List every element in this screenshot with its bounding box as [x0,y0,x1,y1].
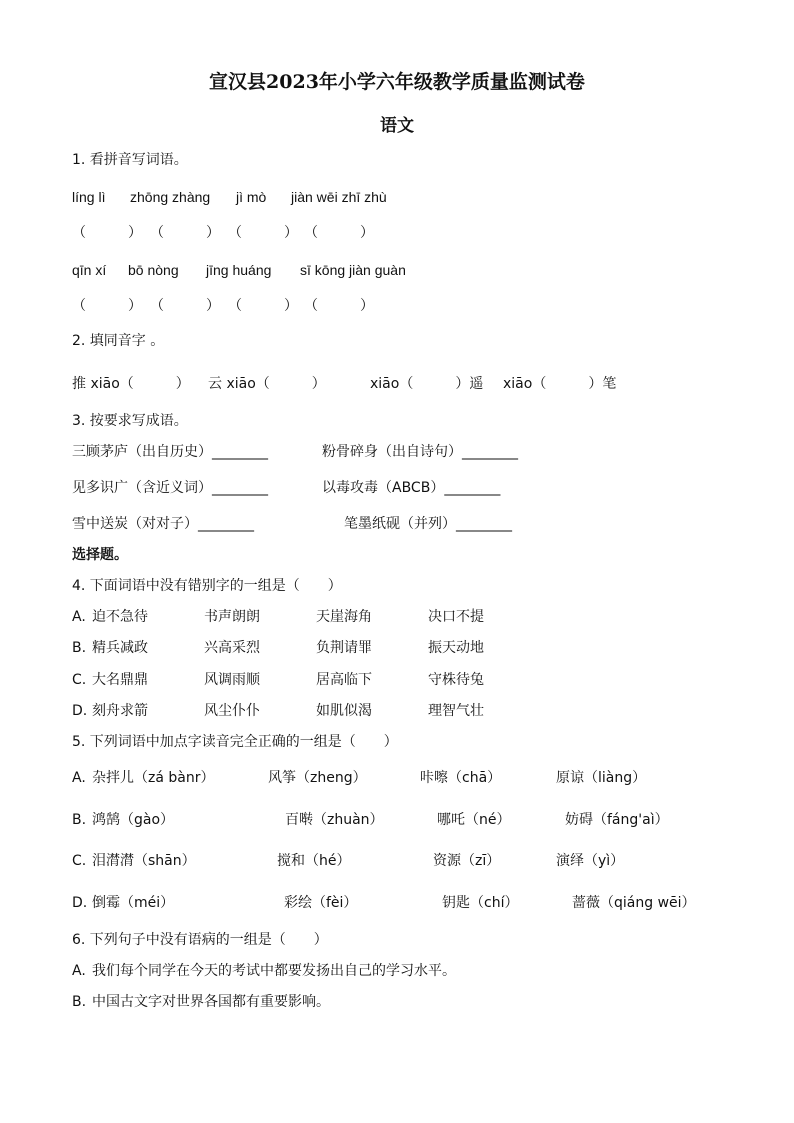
q4-word: 守株待兔 [428,672,484,688]
q4-option-label[interactable]: A. [72,609,86,625]
q3-item[interactable]: 以毒攻毒（ABCB）________ [322,480,501,496]
q5-word: 资源（zī） [433,853,501,869]
q4-word: 刻舟求箭 [92,703,148,719]
q4-word: 风尘仆仆 [204,703,260,719]
q5-word: 咔嚓（chā） [420,770,502,786]
q1-pinyin-2: zhōng zhàng [130,189,211,205]
q4-option-label[interactable]: B. [72,640,87,656]
page-title: 宣汉县2023年小学六年级教学质量监测试卷 [209,71,585,93]
q1-pinyin-5: qīn xí [72,262,107,278]
q4-word: 决口不提 [428,609,484,625]
q4-word: 振天动地 [428,640,484,656]
q5-word: 搅和（hé） [277,853,351,869]
q4-word: 大名鼎鼎 [92,672,148,688]
q2-item[interactable]: 云 xiāo（ ） [208,376,326,392]
q1-answer-bracket[interactable]: （ ） [72,224,142,240]
q4-word: 书声朗朗 [204,609,260,625]
page-subtitle: 语文 [380,116,414,136]
q3-item[interactable]: 粉骨碎身（出自诗句）________ [322,444,518,460]
q2-item[interactable]: 推 xiāo（ ） [72,376,190,392]
q4-stem: 4. 下面词语中没有错别字的一组是（ ） [72,578,342,594]
q1-answer-bracket[interactable]: （ ） [304,224,374,240]
q3-item[interactable]: 见多识广（含近义词）________ [72,480,268,496]
q1-pinyin-4: jiàn wēi zhī zhù [291,189,387,205]
q1-answer-bracket[interactable]: （ ） [228,224,298,240]
q5-word: 百啭（zhuàn） [285,812,384,828]
q1-pinyin-3: jì mò [236,189,267,205]
q5-word: 哪吒（né） [437,812,511,828]
q3-item[interactable]: 雪中送炭（对对子）________ [72,516,254,532]
q2-item[interactable]: xiāo（ ）笔 [503,376,617,392]
q1-pinyin-6: bō nòng [128,262,179,278]
q5-word: 泪潸潸（shān） [92,853,196,869]
q6-option-label[interactable]: B. [72,994,87,1010]
q1-stem: 1. 看拼音写词语。 [72,152,188,168]
q5-word: 风筝（zheng） [268,770,367,786]
q6-option-text: 我们每个同学在今天的考试中都要发扬出自己的学习水平。 [92,963,456,979]
q5-word: 演绎（yì） [556,853,625,869]
q5-word: 倒霉（méi） [92,895,175,911]
section-heading: 选择题。 [72,547,128,563]
q5-word: 彩绘（fèi） [284,895,358,911]
q1-answer-bracket[interactable]: （ ） [150,224,220,240]
q4-word: 迫不急待 [92,609,148,625]
q1-answer-bracket[interactable]: （ ） [228,297,298,313]
q1-pinyin-8: sī kōng jiàn guàn [300,262,406,278]
q5-word: 原谅（liàng） [556,770,647,786]
q5-stem: 5. 下列词语中加点字读音完全正确的一组是（ ） [72,734,398,750]
q2-item[interactable]: xiāo（ ）遥 [370,376,484,392]
q6-stem: 6. 下列句子中没有语病的一组是（ ） [72,932,328,948]
q1-answer-bracket[interactable]: （ ） [304,297,374,313]
q1-answer-bracket[interactable]: （ ） [150,297,220,313]
q4-word: 天崖海角 [316,609,372,625]
q5-option-label[interactable]: D. [72,895,88,911]
q1-pinyin-7: jīng huáng [206,262,272,278]
q4-option-label[interactable]: C. [72,672,87,688]
q3-item[interactable]: 笔墨纸砚（并列）________ [344,516,512,532]
q6-option-text: 中国古文字对世界各国都有重要影响。 [92,994,330,1010]
q3-item[interactable]: 三顾茅庐（出自历史）________ [72,444,268,460]
q4-word: 如肌似渴 [316,703,372,719]
q4-word: 风调雨顺 [204,672,260,688]
q2-stem: 2. 填同音字 。 [72,333,165,349]
q1-pinyin-1: líng lì [72,189,106,205]
q4-option-label[interactable]: D. [72,703,88,719]
q4-word: 居高临下 [316,672,372,688]
q5-word: 钥匙（chí） [442,895,519,911]
q5-option-label[interactable]: C. [72,853,87,869]
q4-word: 理智气壮 [428,703,484,719]
q5-option-label[interactable]: B. [72,812,87,828]
q3-stem: 3. 按要求写成语。 [72,413,188,429]
q5-word: 蔷薇（qiáng wēi） [572,895,696,911]
q4-word: 精兵减政 [92,640,148,656]
q6-option-label[interactable]: A. [72,963,86,979]
q4-word: 负荆请罪 [316,640,372,656]
q4-word: 兴高采烈 [204,640,260,656]
q5-option-label[interactable]: A. [72,770,86,786]
q1-answer-bracket[interactable]: （ ） [72,297,142,313]
q5-word: 妨碍（fáng'aì） [565,812,669,828]
q5-word: 鸿鹄（gào） [92,812,175,828]
q5-word: 杂拌儿（zá bànr） [92,770,215,786]
